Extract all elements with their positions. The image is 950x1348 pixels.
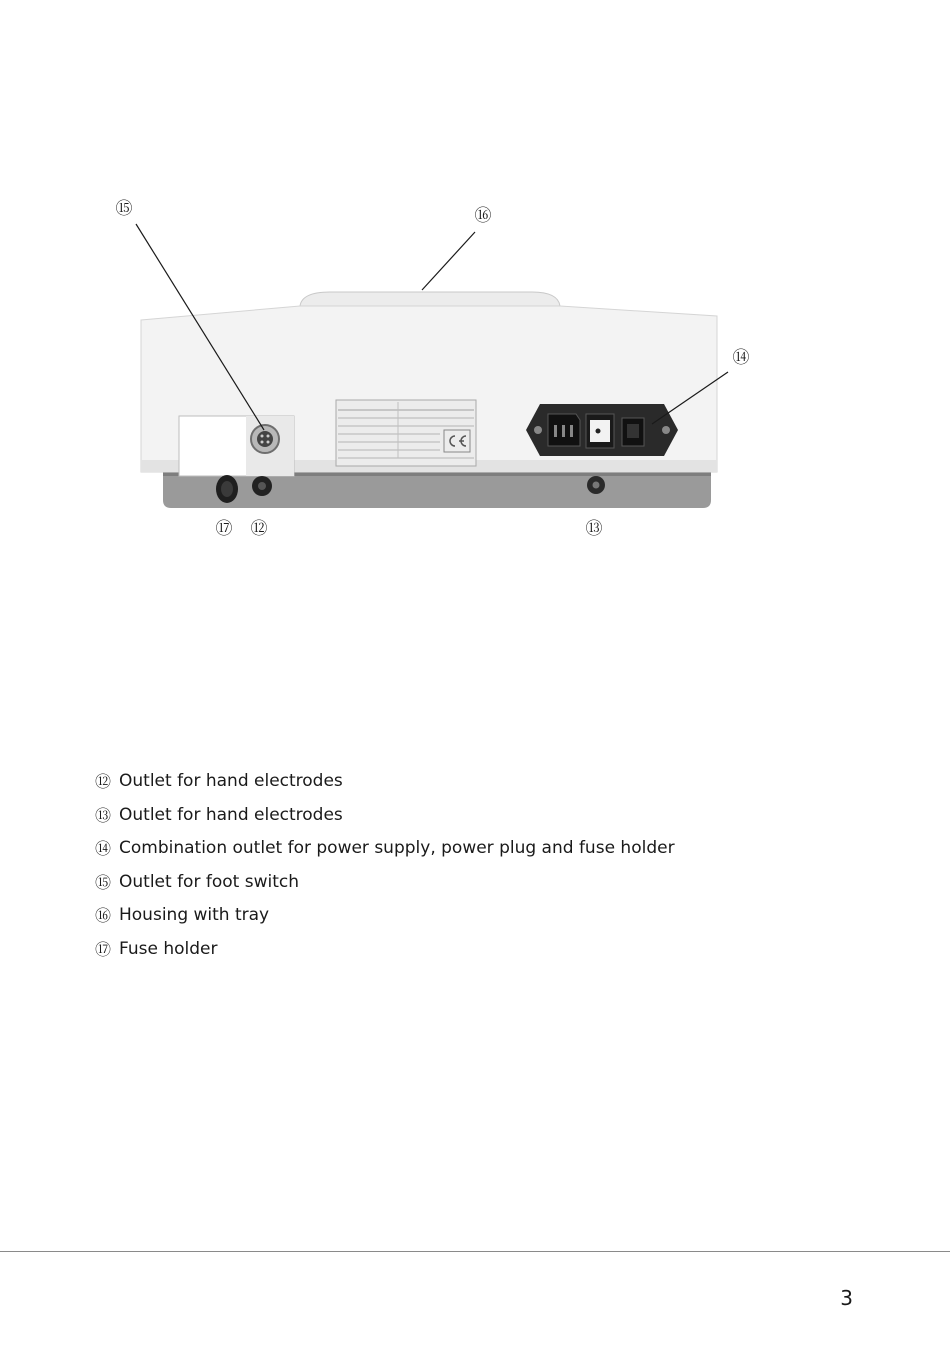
device-rear-view-figure [0,0,950,600]
callout-14: ⑭ [732,348,750,368]
legend-item [95,899,675,933]
legend-item [95,933,675,967]
legend-text: Outlet for hand electrodes [119,771,343,791]
legend-text: Outlet for foot switch [119,871,299,892]
callout-13: ⑬ [585,519,603,539]
power-fuse-drawer-icon [622,418,644,446]
legend-text: Combination outlet for power supply, power plug and fuse holder [119,838,675,859]
footer-divider [0,1251,950,1252]
callout-17: ⑰ [215,519,233,539]
leader-line-16 [422,232,475,290]
foot-switch-socket-icon [251,425,279,453]
legend-number: ⑬ [95,805,112,825]
legend-text: Fuse holder [119,938,218,959]
legend-number: ⑮ [95,872,112,892]
legend-number: ⑯ [95,906,112,926]
device-rear-view-illustration [0,0,950,600]
fuse-holder-icon [216,475,238,503]
power-inlet-icon [548,414,580,446]
legend-number: ⑰ [95,939,112,959]
callout-12: ⑫ [250,519,268,539]
legend-item [95,866,675,900]
type-label-plate [336,400,476,466]
tray [300,292,560,306]
power-module [526,404,678,456]
page-number: 3 [840,1286,853,1310]
legend-item [95,832,675,866]
legend-item [95,765,675,799]
legend-item [95,799,675,833]
callout-16: ⑯ [474,206,492,226]
callout-15: ⑮ [115,199,133,219]
power-switch-icon [586,414,614,448]
legend-number: ⑭ [95,839,112,859]
legend-text: Outlet for hand electrodes [119,804,343,825]
hand-electrode-outlet-icon [252,476,272,496]
legend-number: ⑫ [95,772,112,791]
hand-electrode-outlet-right-icon [587,476,605,494]
component-legend [95,765,675,967]
legend-text: Housing with tray [119,905,270,926]
